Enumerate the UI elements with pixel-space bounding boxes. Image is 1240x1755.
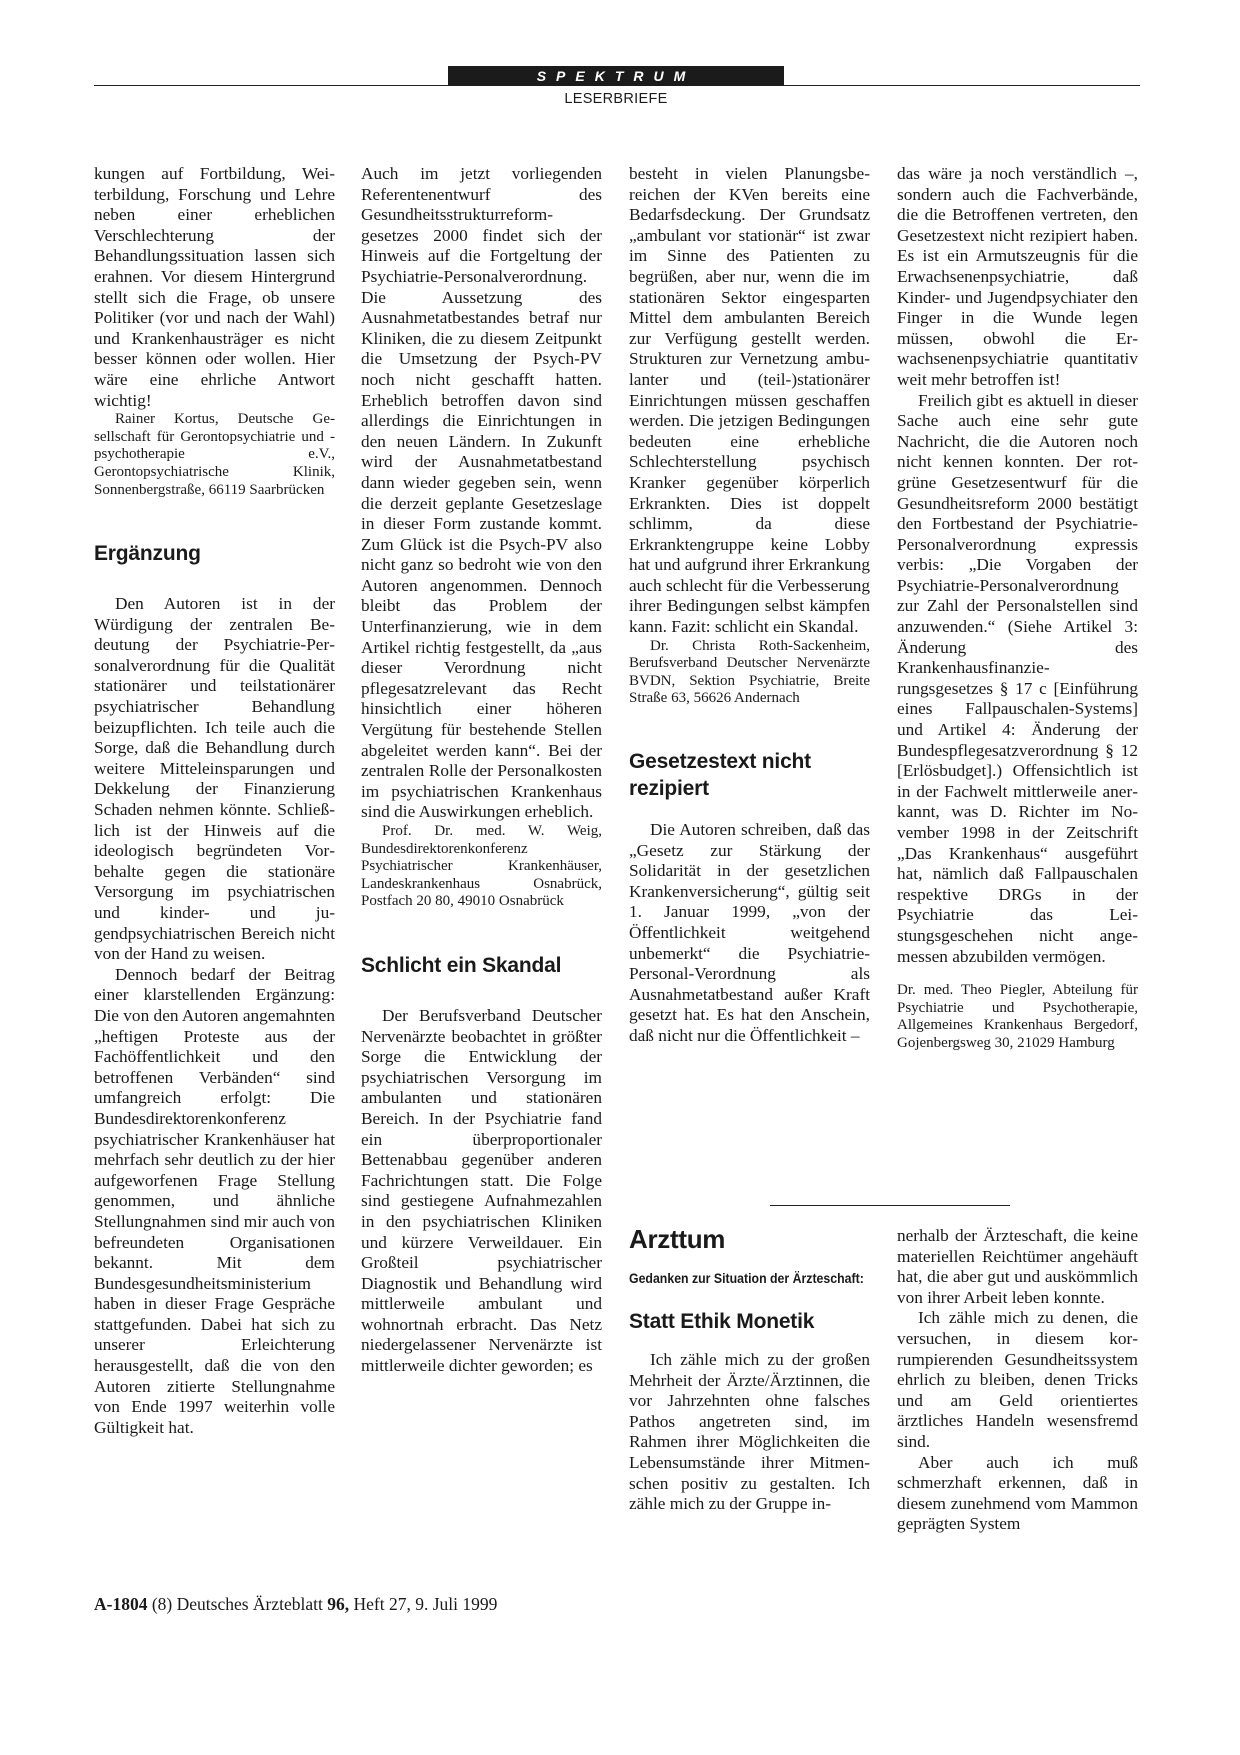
section-band: SPEKTRUM	[448, 66, 784, 86]
section-label: LESERBRIEFE	[564, 91, 668, 107]
letter-heading: Gesetzestext nicht rezipiert	[629, 750, 811, 801]
letter-paragraph: das wäre ja noch verständlich –, sondern auch die Fachverbände, die die Betroffenen vertreten, den Gesetzestext nicht rezipiert haben. Es ist ein Armutszeugnis für die Erwachsenenpsychiatrie, daß Kinder- und Jugendpsychiater den Finger in die Wunde legen müssen, obwohl die Erwachsenenpsychiatrie quantitativ weit mehr betroffen ist!	[897, 164, 1138, 389]
article-paragraph: Aber auch ich muß schmerzhaft erkennen, daß in diesem zunehmend vom Mammon geprägten System	[897, 1452, 1138, 1534]
letter-heading: Schlicht ein Skandal	[361, 953, 562, 977]
article-paragraph: Ich zähle mich zu der großen Mehrheit der Ärzte/Ärztinnen, die vor Jahrzehnten ohne falsches Pathos angetreten sind, im Rahmen ihrer Möglichkeiten die Lebensumstände ihrer Mitmenschen positiv zu gestalten. Ich zähle mich zu der Gruppe in-	[629, 1350, 870, 1514]
journal-issue: Heft 27, 9. Juli 1999	[353, 1594, 498, 1614]
letter-paragraph: Auch im jetzt vorliegenden Referentenentwurf des Gesundheitsstrukturreformgesetzes 2000 findet sich der Hinweis auf die Fortgeltung der Psychiatrie-Personalverordnung. Die Aussetzung des Ausnahmetatbestandes betraf nur Kliniken, die zu diesem Zeitpunkt die Umsetzung der Psych-PV noch nicht geschafft hatten. Erheblich betroffen davon sind allerdings die Einrichtungen in den neuen Ländern. In Zukunft wird der Ausnahmetatbestand dann wieder gegeben sein, wenn die derzeit geplante Gesetzeslage in dieser Form zustande kommt. Zum Glück ist die Psych-PV also nicht ganz so bedroht wie von den Autoren angenommen. Dennoch bleibt das Problem der Unterfinanzierung, wie in dem Artikel richtig festgestellt, da „aus dieser Verordnung nicht pflegesatzrelevant das Recht hinsichtlich einer höheren Vergütung für bestehende Stellen abgeleitet werden kann“. Bei der zentralen Rolle der Personalkosten im psychiatrischen Krankenhaus sind die Auswirkungen erheblich.	[361, 164, 602, 822]
article-subtitle: Statt Ethik Monetik	[629, 1310, 815, 1333]
letter-paragraph: besteht in vielen Planungsbereichen der KVen bereits eine Bedarfsdeckung. Der Grundsatz „ambulant vor stationär“ ist zwar im Sinne des Patienten zu begrüßen, aber nur, wenn die im stationären Sektor eingesparten Mittel dem ambulanten Bereich zur Verfügung gestellt werden. Strukturen zur Vernetzung ambulanter und (teil-)stationärer Einrichtungen müssen geschaffen werden. Die jetzigen Bedingungen bedeuten eine erhebliche Schlechterstellung psychisch Kranker gegenüber körperlich Erkrankten. Dies ist doppelt schlimm, da diese Erkranktengruppe keine Lobby hat und aufgrund ihrer Erkrankung auch schlecht für die Verbesserung ihrer Bedingungen selbst kämpfen kann. Fazit: schlicht ein Skandal.	[629, 164, 870, 637]
letter-signature: Prof. Dr. med. W. Weig, Bundesdirektorenkonferenz Psychiatrischer Krankenhäuser, Landeskrankenhaus Osnabrück, Postfach 20 80, 49010 Osnabrück	[361, 823, 602, 910]
letter-paragraph: Freilich gibt es aktuell in dieser Sache auch eine sehr gute Nachricht, die die Autoren noch nicht kennen konnten. Der rot-grüne Gesetzesentwurf für die Gesundheitsreform 2000 bestätigt den Fortbestand der Psychiatrie-Personalverordnung expressis verbis: „Die Vorgaben der Psychiatrie-Personalverordnung zur Zahl der Personalstellen sind anzuwenden.“ (Siehe Artikel 3: Änderung des Krankenhausfinanzierungsgesetzes § 17 c [Einführung eines Fallpauschalen-Systems] und Artikel 4: Änderung der Bundespflegesatzverordnung § 12 [Erlösbudget].) Offensichtlich ist in der Fachwelt mittlerweile anerkannt, was D. Richter im November 1998 in der Zeitschrift „Das Krankenhaus“ ausgeführt hat, nämlich daß Fallpauschalen respektive DRGs in der Psychiatrie das Leistungsgeschehen nicht angemessen abzubilden vermögen.	[897, 390, 1138, 966]
column-4	[897, 164, 1138, 1053]
letter-paragraph: kungen auf Fortbildung, Weiterbildung, Forschung und Lehre neben einer erheblichen Verschlechterung der Behandlungssituation lassen sich erahnen. Vor diesem Hintergrund stellt sich die Frage, ob unsere Politiker (vor und nach der Wahl) und Krankenhausträger es nicht besser können oder wollen. Hier wäre eine ehrliche Antwort wichtig!	[94, 164, 335, 410]
article-kicker: Gedanken zur Situation der Ärzteschaft:	[629, 1270, 864, 1286]
journal-volume: 96,	[327, 1594, 350, 1614]
column-3	[629, 164, 870, 1047]
column-1	[94, 164, 335, 1438]
letter-signature: Dr. Christa Roth-Sackenheim, Berufsverband Deutscher Nervenärzte BVDN, Sektion Psychiatrie, Breite Straße 63, 56626 Andernach	[629, 637, 870, 707]
column-4-article	[897, 1226, 1138, 1535]
letter-paragraph: Die Autoren schreiben, daß das „Gesetz zur Stärkung der Solidarität in der gesetzlichen Krankenversicherung“, gültig seit 1. Januar 1999, „von der Öffentlichkeit weitgehend unbemerkt“ die Psychiatrie-Personal-Verordnung als Ausnahmetatbestand außer Kraft gesetzt hat. Es hat den Anschein, daß nicht nur die Öffentlichkeit –	[629, 820, 870, 1045]
letter-signature: Rainer Kortus, Deutsche Gesellschaft für Gerontopsychiatrie und -psychotherapie e.V., Gerontopsychiatrische Klinik, Sonnenbergstraße, 66119 Saarbrücken	[94, 411, 335, 498]
page-footer	[94, 1594, 497, 1615]
article-paragraph: nerhalb der Ärzteschaft, die keine materiellen Reichtümer angehäuft hat, die aber gut und auskömmlich von ihrer Arbeit leben konnte.	[897, 1226, 1138, 1307]
page-number: A-1804	[94, 1594, 148, 1614]
article-divider	[770, 1205, 1010, 1206]
letter-signature: Dr. med. Theo Piegler, Abteilung für Psychiatrie und Psychotherapie, Allgemeines Krankenhaus Bergedorf, Gojenbergsweg 30, 21029 Hamburg	[897, 982, 1138, 1051]
article-title: Arzttum	[629, 1224, 726, 1254]
letter-paragraph: Den Autoren ist in der Würdigung der zentralen Bedeutung der Psychiatrie-Personalverordnung für die Qualität stationärer und teilstationärer psychiatrischer Behandlung beizupflichten. Ich teile auch die Sorge, daß die Behandlung durch weitere Mitteleinsparungen und Dekkelung der Finanzierung Schaden nehmen könnte. Schließlich ist der Hinweis auf die ideologisch begründeten Vorbehalte gegen die stationäre Versorgung im psychiatrischen und kinder- und jugendpsychiatrischen Bereich nicht von der Hand zu weisen.	[94, 594, 335, 964]
letter-paragraph: Dennoch bedarf der Beitrag einer klarstellenden Ergänzung: Die von den Autoren angemahnten „heftigen Proteste aus der Fachöffentlichkeit und den betroffenen Verbänden“ sind umfangreich erfolgt: Die Bundesdirektorenkonferenz psychiatrischer Krankenhäuser hat mehrfach sehr deutlich zu der hier aufgeworfenen Frage Stellung genommen, und ähnliche Stellungnahmen sind mir auch von befreundeten Organisationen bekannt. Mit dem Bundesgesundheitsministerium haben in dieser Frage Gespräche stattgefunden. Dabei hat sich zu unserer Erleichterung herausgestellt, daß die von den Autoren zitierte Stellungnahme von Ende 1997 weiterhin volle Gültigkeit hat.	[94, 964, 335, 1437]
article-paragraph: Ich zähle mich zu denen, die versuchen, in diesem korrumpierenden Gesundheitssystem ehrlich zu bleiben, denen Tricks und am Geld orientiertes ärztliches Handeln wesensfremd sind.	[897, 1308, 1138, 1451]
letter-heading: Ergänzung	[94, 542, 201, 566]
article-start	[629, 1224, 870, 1515]
journal-name: (8) Deutsches Ärzteblatt	[151, 1594, 323, 1614]
letter-paragraph: Der Berufsverband Deutscher Nervenärzte beobachtet in größter Sorge die Entwicklung der psychiatrischen Versorgung im ambulanten und stationären Bereich. In der Psychiatrie fand ein überproportionaler Bettenabbau gegenüber anderen Fachrichtungen statt. Die Folge sind gestiegene Aufnahmezahlen in den psychiatrischen Kliniken und kürzere Verweildauer. Ein Großteil psychiatrischer Diagnostik und Behandlung wird mittlerweile ambulant und wohnortnah erbracht. Das Netz niedergelassener Nervenärzte ist mittlerweile dichter geworden; es	[361, 1005, 602, 1376]
column-2	[361, 164, 602, 1377]
